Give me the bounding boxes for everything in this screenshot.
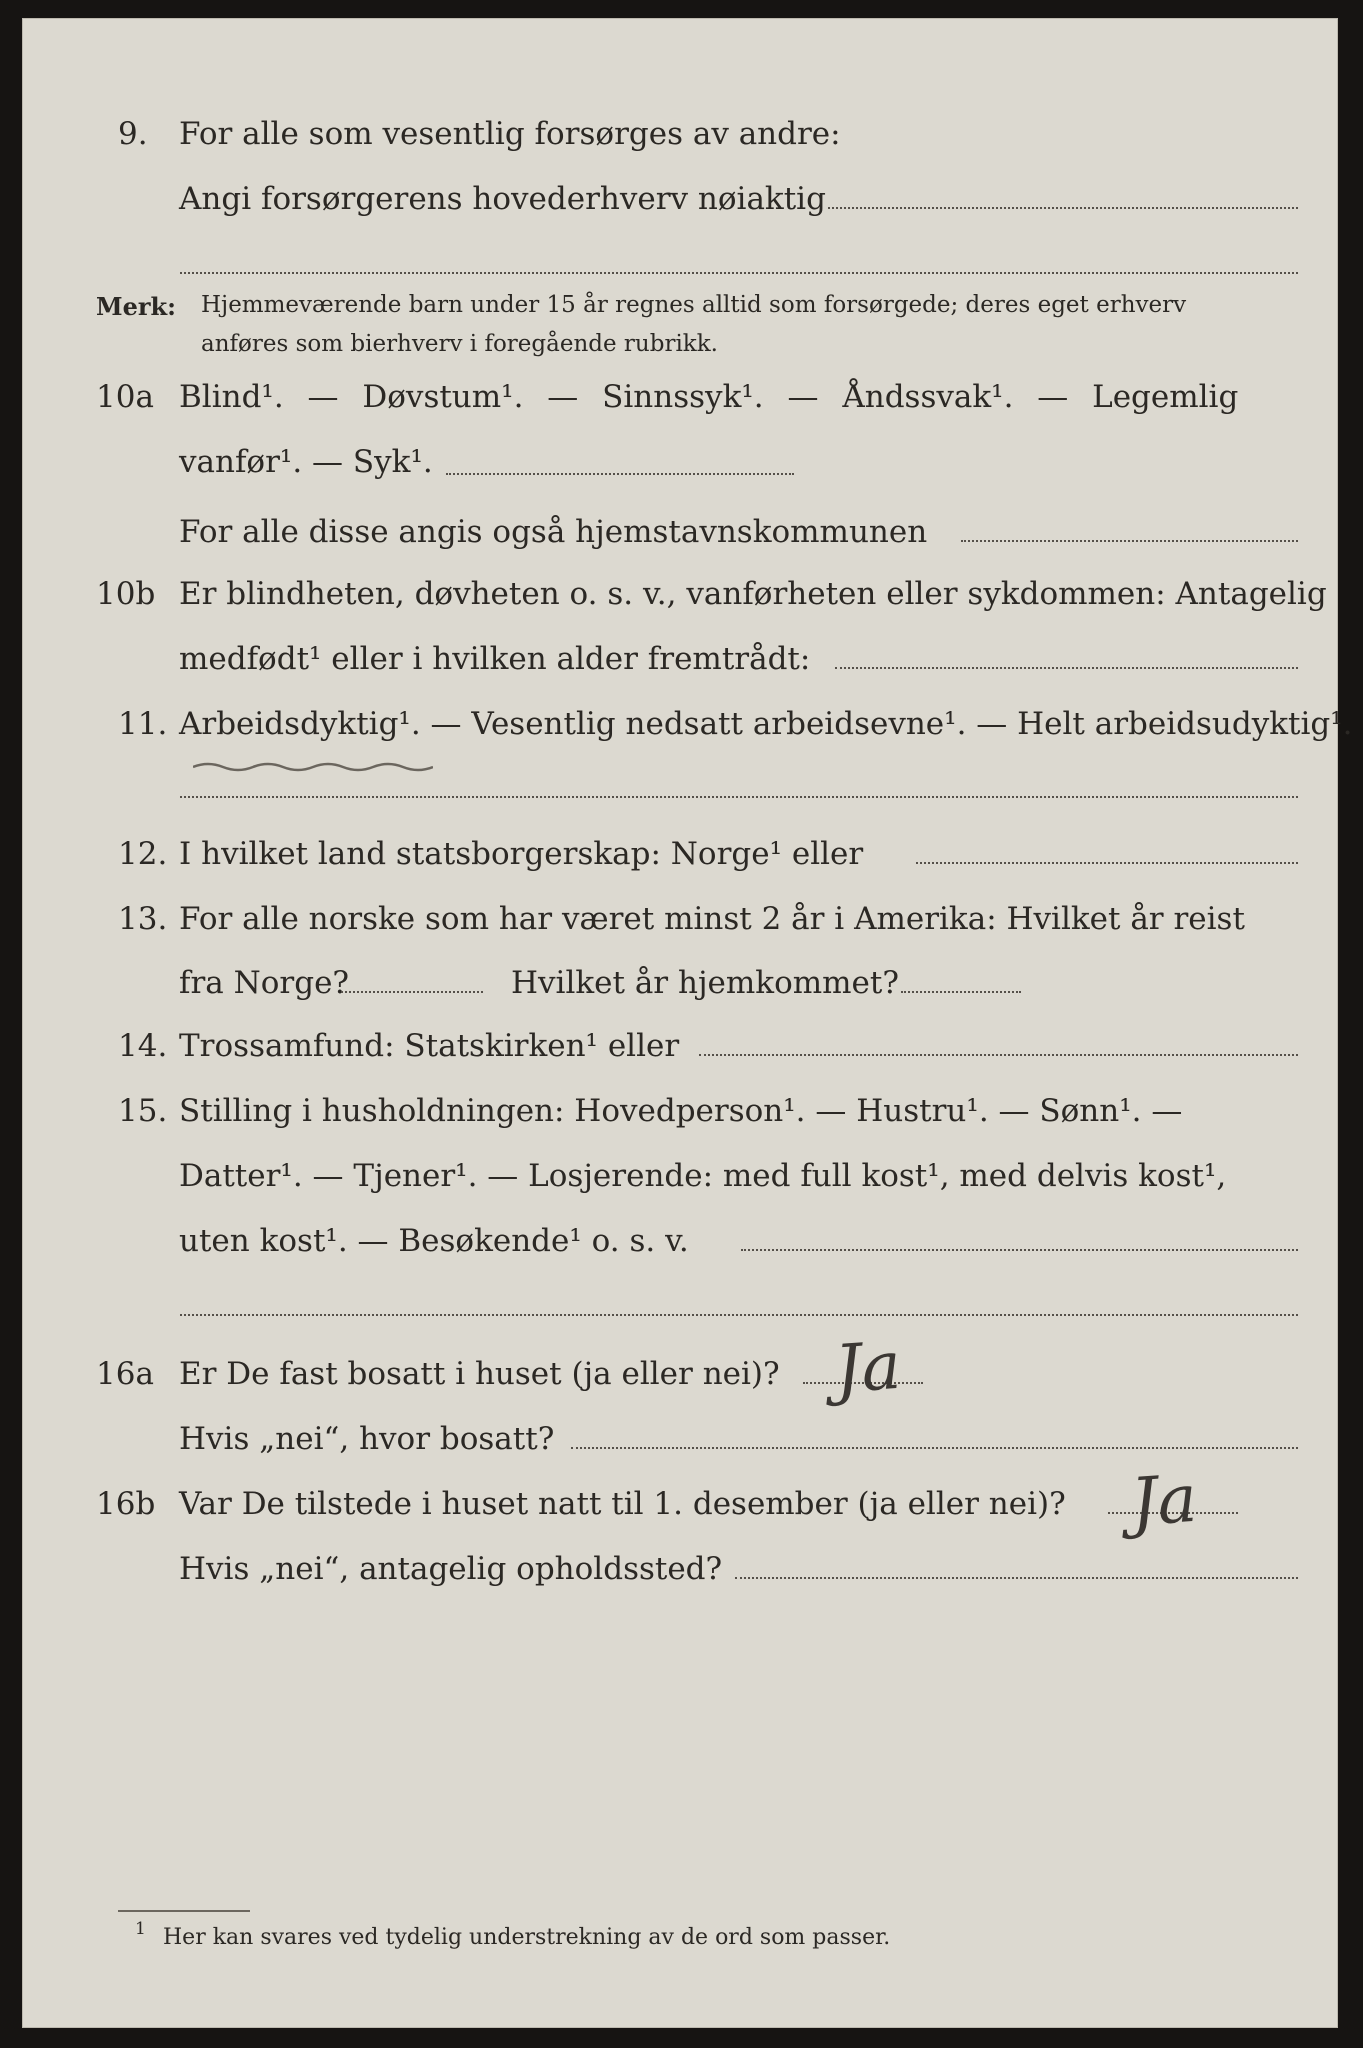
q12-answer-line[interactable] <box>916 862 1298 864</box>
footnote-mark: 1 <box>135 1919 146 1939</box>
q10a-line1: Blind¹. — Døvstum¹. — Sinnssyk¹. — Åndssvak¹. — Legemlig <box>179 379 1239 415</box>
q13-hjemkommet-line[interactable] <box>901 991 1021 993</box>
q14-answer-line[interactable] <box>699 1054 1298 1056</box>
q13-reist-line[interactable] <box>341 991 483 993</box>
q10a-answer-line[interactable] <box>961 540 1298 542</box>
q16a-line1: Er De fast bosatt i huset (ja eller nei)? <box>179 1356 780 1392</box>
q15-answer-line[interactable] <box>741 1249 1298 1251</box>
q16b-line1: Var De tilstede i huset natt til 1. desember (ja eller nei)? <box>179 1486 1066 1522</box>
q13-line2a: fra Norge? <box>179 965 350 1001</box>
q11-number: 11. <box>118 706 168 742</box>
q10b-line2: medfødt¹ eller i hvilken alder fremtrådt: <box>179 641 811 677</box>
footnote-rule <box>118 1910 250 1912</box>
q9-line2: Angi forsørgerens hovederhverv nøiaktig <box>179 181 826 217</box>
q9-number: 9. <box>118 116 148 152</box>
q15-number: 15. <box>118 1093 168 1129</box>
q16a-handwritten-answer: Ja <box>832 1326 904 1409</box>
merk-line2: anføres som bierhverv i foregående rubrikk. <box>201 331 718 357</box>
q9-answer-line[interactable] <box>828 207 1298 209</box>
footnote-text: Her kan svares ved tydelig understrekning av de ord som passer. <box>163 1925 891 1950</box>
q13-line1: For alle norske som har været minst 2 år i Amerika: Hvilket år reist <box>179 901 1245 937</box>
q15-line2: Datter¹. — Tjener¹. — Losjerende: med full kost¹, med delvis kost¹, <box>179 1158 1227 1194</box>
q12-number: 12. <box>118 836 168 872</box>
q13-line2b: Hvilket år hjemkommet? <box>511 965 899 1001</box>
q10b-answer-line[interactable] <box>835 667 1298 669</box>
q11-extra-line[interactable] <box>180 796 1298 798</box>
q10a-number: 10a <box>96 379 154 415</box>
merk-label: Merk: <box>96 292 176 321</box>
q14-line1: Trossamfund: Statskirken¹ eller <box>179 1028 680 1064</box>
q10a-line3: For alle disse angis også hjemstavnskommunen <box>179 514 928 550</box>
q11-line1: Arbeidsdyktig¹. — Vesentlig nedsatt arbeidsevne¹. — Helt arbeidsudyktig¹. <box>179 706 1353 742</box>
q16a-bosatt-line[interactable] <box>571 1447 1298 1449</box>
q16a-number: 16a <box>96 1356 154 1392</box>
q9-extra-line[interactable] <box>180 272 1298 274</box>
q16b-number: 16b <box>96 1486 156 1522</box>
q16a-line2: Hvis „nei“, hvor bosatt? <box>179 1421 555 1457</box>
q16b-opholdssted-line[interactable] <box>735 1577 1298 1579</box>
q15-extra-line[interactable] <box>180 1314 1298 1316</box>
q16b-handwritten-answer: Ja <box>1128 1459 1200 1542</box>
q10b-line1: Er blindheten, døvheten o. s. v., vanførheten eller sykdommen: Antagelig <box>179 576 1327 612</box>
arbeidsdyktig-underline-mark <box>193 761 433 773</box>
census-form-page <box>22 18 1353 2028</box>
q15-line3: uten kost¹. — Besøkende¹ o. s. v. <box>179 1223 689 1259</box>
q14-number: 14. <box>118 1028 168 1064</box>
q10a-syk-line[interactable] <box>446 473 794 475</box>
q10a-line2: vanfør¹. — Syk¹. <box>179 444 433 480</box>
q13-number: 13. <box>118 901 168 937</box>
q10b-number: 10b <box>96 576 156 612</box>
q12-line1: I hvilket land statsborgerskap: Norge¹ eller <box>179 836 864 872</box>
q15-line1: Stilling i husholdningen: Hovedperson¹. — Hustru¹. — Sønn¹. — <box>179 1093 1183 1129</box>
q16b-line2: Hvis „nei“, antagelig opholdssted? <box>179 1551 723 1587</box>
merk-line1: Hjemmeværende barn under 15 år regnes alltid som forsørgede; deres eget erhverv <box>201 292 1187 318</box>
q9-line1: For alle som vesentlig forsørges av andre: <box>179 116 841 152</box>
